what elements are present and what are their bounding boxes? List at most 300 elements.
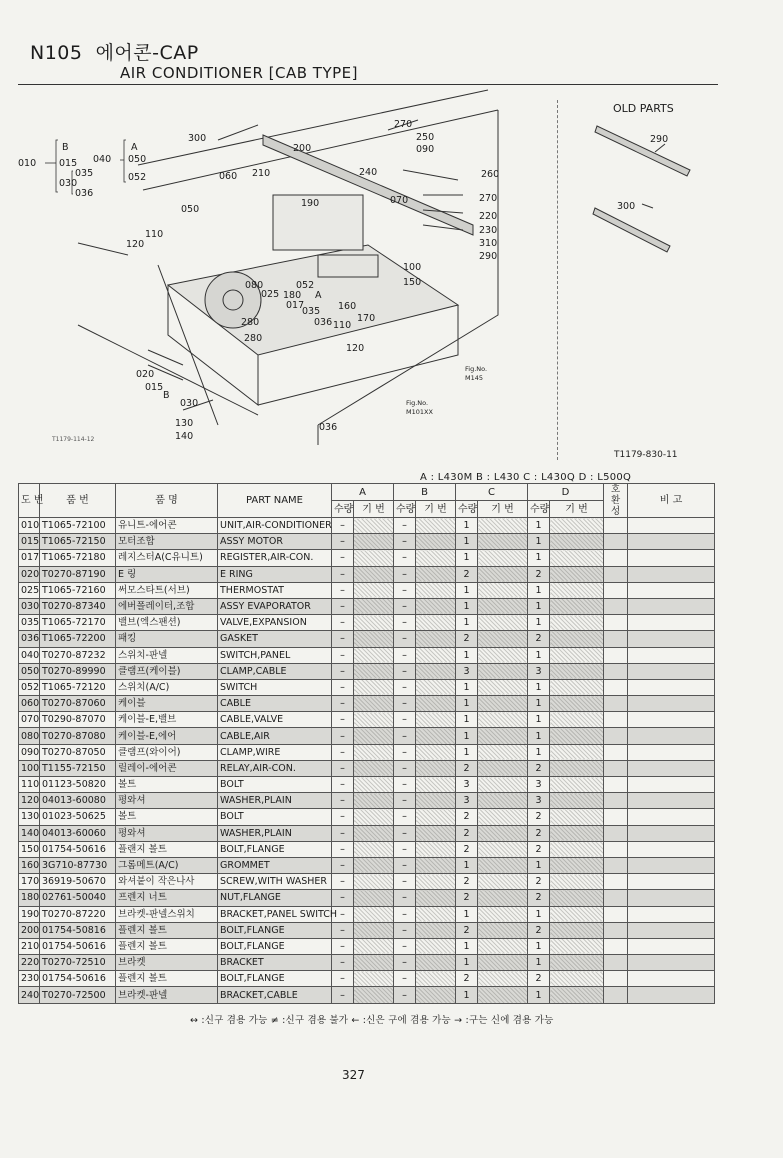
cell-interchange	[604, 955, 628, 971]
cell-part-no: T0270-89990	[40, 663, 116, 679]
cell-no: 017	[19, 550, 40, 566]
cell-remarks	[628, 793, 715, 809]
cell-serial-c	[478, 825, 528, 841]
cell-qty-c: 1	[456, 744, 478, 760]
cell-interchange	[604, 728, 628, 744]
cell-qty-b: –	[394, 890, 416, 906]
cell-qty-b: –	[394, 760, 416, 776]
cell-no: 025	[19, 582, 40, 598]
cell-serial-d	[550, 615, 604, 631]
cell-qty-b: –	[394, 550, 416, 566]
cell-interchange	[604, 874, 628, 890]
figure-ref-left: T1179-114-12	[52, 436, 95, 443]
cell-qty-a: –	[332, 922, 354, 938]
cell-serial-c	[478, 518, 528, 534]
col-header-group-d: D	[528, 484, 604, 501]
cell-qty-d: 1	[528, 712, 550, 728]
cell-qty-d: 1	[528, 534, 550, 550]
cell-serial-b	[416, 971, 456, 987]
header-rule	[18, 84, 718, 85]
col-header-no: 도 번	[19, 484, 40, 518]
cell-qty-a: –	[332, 874, 354, 890]
cell-part-no: T1155-72150	[40, 760, 116, 776]
cell-serial-a	[354, 647, 394, 663]
cell-qty-c: 3	[456, 777, 478, 793]
cell-qty-d: 1	[528, 955, 550, 971]
cell-serial-c	[478, 760, 528, 776]
cell-serial-a	[354, 922, 394, 938]
table-row	[19, 534, 715, 550]
cell-name-en: WASHER,PLAIN	[218, 825, 332, 841]
cell-qty-c: 1	[456, 728, 478, 744]
cell-serial-d	[550, 874, 604, 890]
fig-ref-m145: M145	[465, 374, 484, 382]
cell-serial-d	[550, 582, 604, 598]
cell-serial-a	[354, 663, 394, 679]
fig-ref-m101: Fig.No.	[406, 399, 429, 407]
callout-label: 200	[293, 143, 312, 154]
cell-serial-b	[416, 696, 456, 712]
cell-part-no: T1065-72100	[40, 518, 116, 534]
cell-qty-a: –	[332, 809, 354, 825]
callout-label: 070	[390, 195, 409, 206]
cell-name-ko: 브라켓-판넬스위치	[116, 906, 218, 922]
callout-label: B	[163, 390, 170, 401]
figure-separator	[557, 100, 558, 460]
cell-serial-b	[416, 582, 456, 598]
cell-qty-b: –	[394, 938, 416, 954]
cell-serial-c	[478, 874, 528, 890]
cell-serial-a	[354, 518, 394, 534]
cell-no: 170	[19, 874, 40, 890]
cell-qty-b: –	[394, 728, 416, 744]
cell-qty-b: –	[394, 922, 416, 938]
cell-qty-b: –	[394, 696, 416, 712]
cell-remarks	[628, 760, 715, 776]
cell-serial-a	[354, 841, 394, 857]
cell-name-ko: 평와셔	[116, 793, 218, 809]
cell-qty-b: –	[394, 777, 416, 793]
cell-serial-d	[550, 955, 604, 971]
cell-no: 200	[19, 922, 40, 938]
cell-qty-c: 1	[456, 598, 478, 614]
cell-qty-b: –	[394, 955, 416, 971]
table-row	[19, 906, 715, 922]
callout-label: 210	[252, 168, 271, 179]
cell-part-no: T0290-87070	[40, 712, 116, 728]
cell-serial-d	[550, 793, 604, 809]
cell-part-no: 04013-60060	[40, 825, 116, 841]
cell-qty-a: –	[332, 793, 354, 809]
cell-name-en: BOLT	[218, 777, 332, 793]
cell-part-no: T0270-72500	[40, 987, 116, 1003]
table-row	[19, 938, 715, 954]
cell-serial-c	[478, 777, 528, 793]
cell-remarks	[628, 971, 715, 987]
cell-remarks	[628, 890, 715, 906]
cell-part-no: 01023-50625	[40, 809, 116, 825]
cell-serial-c	[478, 938, 528, 954]
svg-text:030: 030	[59, 178, 78, 189]
cell-qty-c: 1	[456, 534, 478, 550]
cell-serial-b	[416, 744, 456, 760]
cell-serial-a	[354, 825, 394, 841]
cell-name-en: BOLT,FLANGE	[218, 841, 332, 857]
cell-name-en: CABLE,VALVE	[218, 712, 332, 728]
cell-qty-b: –	[394, 631, 416, 647]
table-row	[19, 874, 715, 890]
cell-serial-d	[550, 663, 604, 679]
cell-qty-a: –	[332, 550, 354, 566]
callout-label: 130	[175, 418, 194, 429]
cell-name-ko: 스위치-판넬	[116, 647, 218, 663]
cell-serial-b	[416, 955, 456, 971]
cell-interchange	[604, 598, 628, 614]
cell-serial-a	[354, 890, 394, 906]
cell-serial-a	[354, 582, 394, 598]
cell-interchange	[604, 550, 628, 566]
cell-part-no: T1065-72200	[40, 631, 116, 647]
cell-interchange	[604, 679, 628, 695]
cell-qty-d: 1	[528, 987, 550, 1003]
cell-no: 090	[19, 744, 40, 760]
callout-label: 080	[245, 280, 264, 291]
cell-serial-c	[478, 728, 528, 744]
cell-no: 020	[19, 566, 40, 582]
cell-name-en: CABLE,AIR	[218, 728, 332, 744]
cell-qty-a: –	[332, 712, 354, 728]
callout-label: 120	[126, 239, 145, 250]
table-row	[19, 647, 715, 663]
cell-serial-d	[550, 987, 604, 1003]
cell-qty-a: –	[332, 534, 354, 550]
cell-serial-b	[416, 598, 456, 614]
cell-part-no: T0270-87340	[40, 598, 116, 614]
fig-ref-m101: M101XX	[406, 408, 433, 416]
callout-label: 150	[403, 277, 422, 288]
cell-name-ko: 유니트-에어콘	[116, 518, 218, 534]
cell-part-no: T1065-72180	[40, 550, 116, 566]
cell-name-ko: 와셔붙이 작은나사	[116, 874, 218, 890]
col-header-serial: 기 번	[354, 501, 394, 518]
cell-name-ko: 플렌지 볼트	[116, 971, 218, 987]
cell-serial-b	[416, 777, 456, 793]
cell-interchange	[604, 663, 628, 679]
cell-qty-a: –	[332, 647, 354, 663]
cell-serial-b	[416, 906, 456, 922]
cell-serial-c	[478, 566, 528, 582]
cell-serial-a	[354, 874, 394, 890]
cell-serial-c	[478, 631, 528, 647]
cell-serial-d	[550, 566, 604, 582]
cell-serial-a	[354, 955, 394, 971]
cell-no: 130	[19, 809, 40, 825]
cell-qty-a: –	[332, 728, 354, 744]
cell-serial-d	[550, 647, 604, 663]
cell-name-en: SWITCH,PANEL	[218, 647, 332, 663]
callout-label: 300	[188, 133, 207, 144]
cell-part-no: 36919-50670	[40, 874, 116, 890]
cell-no: 070	[19, 712, 40, 728]
cell-part-no: 01123-50820	[40, 777, 116, 793]
col-header-group-a: A	[332, 484, 394, 501]
cell-name-en: ASSY MOTOR	[218, 534, 332, 550]
cell-qty-d: 2	[528, 760, 550, 776]
col-header-group-c: C	[456, 484, 528, 501]
cell-serial-b	[416, 663, 456, 679]
cell-name-ko: 스위치(A/C)	[116, 679, 218, 695]
cell-qty-d: 1	[528, 582, 550, 598]
cell-serial-b	[416, 841, 456, 857]
cell-serial-d	[550, 857, 604, 873]
callout-label: 017	[286, 300, 305, 311]
diagram-callouts	[126, 119, 499, 442]
cell-serial-a	[354, 566, 394, 582]
cell-remarks	[628, 955, 715, 971]
callout-label: 180	[283, 290, 302, 301]
cell-qty-d: 2	[528, 566, 550, 582]
cell-qty-a: –	[332, 987, 354, 1003]
cell-qty-c: 1	[456, 679, 478, 695]
cell-interchange	[604, 825, 628, 841]
cell-serial-b	[416, 518, 456, 534]
cell-name-ko: 플렌지 볼트	[116, 922, 218, 938]
cell-serial-a	[354, 712, 394, 728]
callout-label: 260	[481, 169, 500, 180]
cell-serial-a	[354, 615, 394, 631]
table-row	[19, 744, 715, 760]
cell-qty-c: 1	[456, 647, 478, 663]
callout-label: 035	[302, 306, 321, 317]
table-row	[19, 518, 715, 534]
cell-no: 150	[19, 841, 40, 857]
cell-name-ko: 릴레이-에어콘	[116, 760, 218, 776]
cell-qty-d: 3	[528, 793, 550, 809]
cell-part-no: T0270-87060	[40, 696, 116, 712]
cell-qty-c: 2	[456, 971, 478, 987]
svg-text:A: A	[131, 142, 138, 153]
cell-qty-c: 1	[456, 582, 478, 598]
cell-serial-a	[354, 857, 394, 873]
table-row	[19, 793, 715, 809]
cell-serial-c	[478, 598, 528, 614]
callout-label: 030	[180, 398, 199, 409]
cell-remarks	[628, 857, 715, 873]
table-row	[19, 955, 715, 971]
cell-interchange	[604, 922, 628, 938]
cell-serial-b	[416, 728, 456, 744]
table-row	[19, 890, 715, 906]
cell-serial-a	[354, 971, 394, 987]
col-header-part-no: 품 번	[40, 484, 116, 518]
cell-name-en: BRACKET,PANEL SWITCH	[218, 906, 332, 922]
cell-name-en: BOLT,FLANGE	[218, 938, 332, 954]
cell-name-ko: 플렌지 볼트	[116, 938, 218, 954]
cell-serial-a	[354, 906, 394, 922]
cell-name-ko: 볼트	[116, 809, 218, 825]
cell-qty-a: –	[332, 679, 354, 695]
callout-label: 020	[136, 369, 155, 380]
cell-part-no: T0270-72510	[40, 955, 116, 971]
table-row	[19, 550, 715, 566]
cell-serial-a	[354, 728, 394, 744]
figure-ref-right: T1179-830-11	[614, 450, 678, 460]
cell-qty-c: 2	[456, 566, 478, 582]
cell-serial-c	[478, 679, 528, 695]
cell-remarks	[628, 906, 715, 922]
cell-interchange	[604, 760, 628, 776]
cell-serial-b	[416, 615, 456, 631]
callout-label: 270	[479, 193, 498, 204]
cell-qty-a: –	[332, 696, 354, 712]
cell-serial-a	[354, 793, 394, 809]
cell-name-en: NUT,FLANGE	[218, 890, 332, 906]
cell-serial-c	[478, 793, 528, 809]
cell-qty-c: 1	[456, 857, 478, 873]
table-row	[19, 615, 715, 631]
cell-qty-b: –	[394, 679, 416, 695]
cell-qty-c: 2	[456, 874, 478, 890]
cell-no: 080	[19, 728, 40, 744]
cell-qty-a: –	[332, 841, 354, 857]
page-number: 327	[342, 1068, 365, 1082]
cell-qty-a: –	[332, 744, 354, 760]
callout-label: 140	[175, 431, 194, 442]
callout-tree-left	[18, 142, 93, 199]
cell-part-no: T1065-72120	[40, 679, 116, 695]
cell-no: 050	[19, 663, 40, 679]
cell-interchange	[604, 971, 628, 987]
cell-interchange	[604, 566, 628, 582]
cell-qty-a: –	[332, 890, 354, 906]
cell-qty-c: 3	[456, 663, 478, 679]
callout-label: A	[315, 290, 322, 301]
cell-interchange	[604, 793, 628, 809]
cell-qty-b: –	[394, 518, 416, 534]
cell-interchange	[604, 615, 628, 631]
cell-name-ko: E 링	[116, 566, 218, 582]
cell-no: 052	[19, 679, 40, 695]
cell-serial-d	[550, 825, 604, 841]
cell-qty-b: –	[394, 841, 416, 857]
cell-no: 230	[19, 971, 40, 987]
callout-tree-right	[93, 142, 146, 183]
cell-serial-a	[354, 744, 394, 760]
cell-name-en: GROMMET	[218, 857, 332, 873]
cell-serial-c	[478, 857, 528, 873]
cell-name-en: VALVE,EXPANSION	[218, 615, 332, 631]
cell-serial-b	[416, 712, 456, 728]
cell-qty-a: –	[332, 598, 354, 614]
col-header-serial: 기 번	[416, 501, 456, 518]
cell-name-en: CABLE	[218, 696, 332, 712]
col-header-serial: 기 번	[478, 501, 528, 518]
svg-text:036: 036	[75, 188, 94, 199]
cell-qty-d: 1	[528, 857, 550, 873]
col-header-interchange: 호 환 성	[604, 484, 628, 518]
cell-interchange	[604, 841, 628, 857]
cell-qty-d: 2	[528, 809, 550, 825]
cell-qty-a: –	[332, 760, 354, 776]
cell-name-en: SWITCH	[218, 679, 332, 695]
cell-qty-d: 2	[528, 971, 550, 987]
svg-text:B: B	[62, 142, 69, 153]
cell-serial-d	[550, 922, 604, 938]
cell-remarks	[628, 777, 715, 793]
cell-serial-d	[550, 679, 604, 695]
cell-remarks	[628, 809, 715, 825]
callout-label: 270	[394, 119, 413, 130]
cell-qty-a: –	[332, 971, 354, 987]
col-header-group-b: B	[394, 484, 456, 501]
cell-qty-a: –	[332, 938, 354, 954]
cell-remarks	[628, 938, 715, 954]
cell-qty-d: 1	[528, 906, 550, 922]
cell-qty-d: 2	[528, 890, 550, 906]
col-header-qty: 수량	[332, 501, 354, 518]
cell-qty-b: –	[394, 582, 416, 598]
cell-remarks	[628, 841, 715, 857]
cell-qty-c: 1	[456, 987, 478, 1003]
cell-qty-d: 2	[528, 841, 550, 857]
old-parts-title: OLD PARTS	[613, 102, 674, 115]
cell-no: 210	[19, 938, 40, 954]
cell-name-ko: 프렌지 너트	[116, 890, 218, 906]
cell-remarks	[628, 550, 715, 566]
cell-name-en: BOLT,FLANGE	[218, 922, 332, 938]
page-subtitle: AIR CONDITIONER [CAB TYPE]	[120, 64, 358, 82]
cell-qty-b: –	[394, 534, 416, 550]
svg-text:015: 015	[59, 158, 78, 169]
cell-interchange	[604, 777, 628, 793]
cell-serial-d	[550, 518, 604, 534]
cell-name-ko: 케이블	[116, 696, 218, 712]
cell-name-ko: 브라켓-판넬	[116, 987, 218, 1003]
cell-qty-b: –	[394, 987, 416, 1003]
callout-label: 280	[241, 317, 260, 328]
cell-qty-d: 1	[528, 696, 550, 712]
cell-remarks	[628, 534, 715, 550]
col-header-serial: 기 번	[550, 501, 604, 518]
cell-no: 030	[19, 598, 40, 614]
cell-qty-c: 1	[456, 615, 478, 631]
cell-serial-a	[354, 809, 394, 825]
table-row	[19, 841, 715, 857]
cell-qty-d: 1	[528, 744, 550, 760]
cell-qty-d: 2	[528, 825, 550, 841]
cell-interchange	[604, 518, 628, 534]
cell-qty-b: –	[394, 647, 416, 663]
fig-refs	[406, 365, 487, 416]
cell-part-no: T1065-72170	[40, 615, 116, 631]
cell-serial-c	[478, 809, 528, 825]
cell-serial-d	[550, 841, 604, 857]
cell-serial-d	[550, 712, 604, 728]
cell-no: 110	[19, 777, 40, 793]
cell-serial-b	[416, 550, 456, 566]
cell-qty-c: 2	[456, 890, 478, 906]
table-row	[19, 857, 715, 873]
cell-name-ko: 케이블-E,밸브	[116, 712, 218, 728]
cell-name-ko: 그롬메트(A/C)	[116, 857, 218, 873]
cell-qty-a: –	[332, 777, 354, 793]
cell-serial-d	[550, 760, 604, 776]
svg-text:050: 050	[128, 154, 147, 165]
cell-qty-c: 2	[456, 760, 478, 776]
cell-qty-b: –	[394, 857, 416, 873]
callout-label: 220	[479, 211, 498, 222]
cell-name-ko: 밸브(엑스팬션)	[116, 615, 218, 631]
